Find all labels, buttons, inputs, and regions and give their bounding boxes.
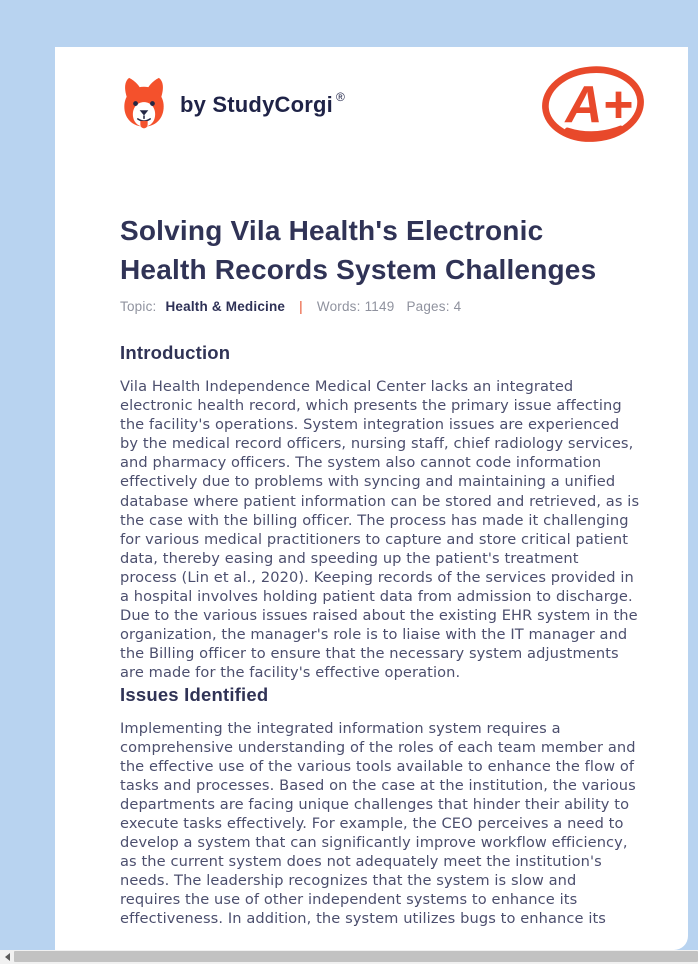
document-card — [55, 47, 688, 950]
pages-label: Pages: — [406, 299, 450, 314]
a-plus-badge-text: A+ — [565, 75, 633, 134]
topic-link[interactable]: Health & Medicine — [165, 299, 286, 314]
studycorgi-logo[interactable] — [120, 77, 345, 133]
section-body-introduction: Vila Health Independence Medical Center lacks an integrated electronic health record, which presents the primary issue affecting the facility's operations. System integration issues are experienced by the medical record officers, nursing staff, chief radiology services, and pharmacy officers. The system also cannot code information effectively due to problems with syncing and maintaining a unified database where patient information can be stored and retrieved, as is the case with the billing officer. The process has made it challenging for various medical practitioners to capture and store critical patient data, thereby easing and speeding up the patient's treatment process (Lin et al., 2020). Keeping records of the services provided in a hospital involves holding patient data from admission to discharge. Due to the various issues raised about the existing EHR system in the organization, the manager's role is to liaise with the IT manager and the Billing officer to ensure that the necessary system adjustments are made for the facility's effective operation. — [120, 378, 640, 682]
a-plus-badge-icon — [540, 65, 646, 147]
scroll-left-arrow-icon — [5, 953, 10, 961]
registered-trademark: ® — [335, 90, 345, 104]
topic-label: Topic: — [120, 299, 157, 314]
meta-separator: | — [299, 299, 303, 314]
section-heading-issues-identified: Issues Identified — [120, 683, 269, 705]
scroll-left-button[interactable] — [0, 950, 14, 964]
pages-value: 4 — [453, 299, 462, 314]
page-title: Solving Vila Health's Electronic Health Records System Challenges — [120, 215, 597, 285]
words-value: 1149 — [364, 299, 395, 314]
corgi-icon — [120, 77, 168, 133]
words-label: Words: — [316, 299, 361, 314]
horizontal-scrollbar[interactable] — [0, 950, 698, 964]
section-heading-introduction: Introduction — [120, 342, 231, 363]
section-body-issues-identified: Implementing the integrated information system requires a comprehensive understanding of the roles of each team member and the effective use of the various tools available to enhance the flow of tasks and processes. Based on the case at the institution, the various departments are facing unique challenges that hinder their ability to execute tasks effectively. For example, the CEO perceives a need to develop a system that can significantly improve workflow efficiency, as the current system does not adequately meet the institution's needs. The leadership recognizes that the system is slow and requires the use of other independent systems to enhance its effectiveness. In addition, the system utilizes bugs to enhance its — [120, 719, 636, 928]
horizontal-scrollbar-thumb[interactable] — [14, 951, 698, 962]
article-meta — [120, 299, 640, 314]
logo-text: by StudyCorgi — [180, 92, 333, 117]
document-header — [120, 75, 640, 163]
